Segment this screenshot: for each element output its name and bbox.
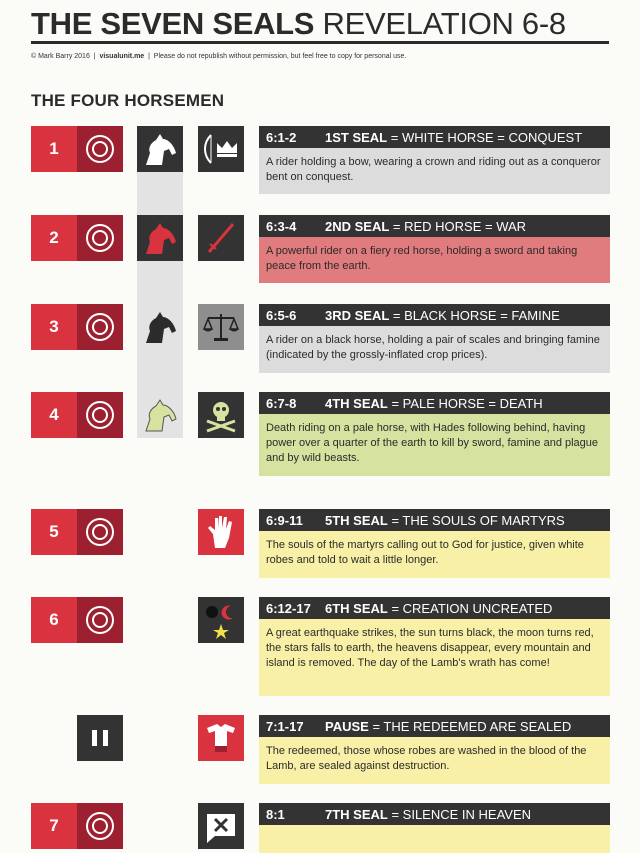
seal-icon — [77, 304, 123, 350]
hand-icon — [198, 509, 244, 555]
seal-card-3: 6:5-6 3RD SEAL = BLACK HORSE = FAMINE A rider on a black horse, holding a pair of scales and bringing famine (indicated by the grossly-inflated crop prices). — [259, 304, 610, 373]
seal-number-3: 3 — [31, 304, 77, 350]
horsemen-connector — [137, 170, 183, 392]
section-title: THE FOUR HORSEMEN — [31, 91, 225, 110]
credit-line: © Mark Barry 2016 | visualunit.me | Please do not republish without permission, but feel free to copy for personal use. — [31, 53, 407, 60]
bow-crown-icon — [198, 126, 244, 172]
silence-icon — [198, 803, 244, 849]
seal-icon — [77, 803, 123, 849]
seal-card-7: 8:1 7TH SEAL = SILENCE IN HEAVEN — [259, 803, 610, 853]
sword-icon — [198, 215, 244, 261]
seal-card-1: 6:1-2 1ST SEAL = WHITE HORSE = CONQUEST A rider holding a bow, wearing a crown and riding out as a conqueror bent on conquest. — [259, 126, 610, 194]
seal-card-2: 6:3-4 2ND SEAL = RED HORSE = WAR A powerful rider on a fiery red horse, holding a sword and taking peace from the earth. — [259, 215, 610, 283]
page-title: THE SEVEN SEALS REVELATION 6-8 — [31, 6, 566, 41]
seal-card-5: 6:9-11 5TH SEAL = THE SOULS OF MARTYRS The souls of the martyrs calling out to God for justice, given white robes and told to wait a little longer. — [259, 509, 610, 578]
seal-number-6: 6 — [31, 597, 77, 643]
seal-number-4: 4 — [31, 392, 77, 438]
pause-card: 7:1-17 PAUSE = THE REDEEMED ARE SEALED The redeemed, those whose robes are washed in the blood of the Lamb, are sealed against destruction. — [259, 715, 610, 784]
seal-icon — [77, 215, 123, 261]
seal-icon — [77, 392, 123, 438]
sun-moon-star-icon — [198, 597, 244, 643]
pale-horse-icon — [137, 392, 183, 438]
seal-card-4: 6:7-8 4TH SEAL = PALE HORSE = DEATH Death riding on a pale horse, with Hades following behind, having power over a quarter of the earth to kill by sword, famine and plague and by wild beasts. — [259, 392, 610, 476]
seal-icon — [77, 597, 123, 643]
red-horse-icon — [137, 215, 183, 261]
black-horse-icon — [137, 304, 183, 350]
robe-icon — [198, 715, 244, 761]
skull-crossbones-icon — [198, 392, 244, 438]
seal-card-6: 6:12-17 6TH SEAL = CREATION UNCREATED A great earthquake strikes, the sun turns black, the moon turns red, the stars falls to earth, the heavens disappear, every mountain and island is removed. The day of the Lamb's wrath has come! — [259, 597, 610, 696]
scales-icon — [198, 304, 244, 350]
seal-number-1: 1 — [31, 126, 77, 172]
seal-icon — [77, 509, 123, 555]
seal-number-7: 7 — [31, 803, 77, 849]
pause-icon — [77, 715, 123, 761]
white-horse-icon — [137, 126, 183, 172]
title-rule — [31, 41, 609, 44]
seal-number-2: 2 — [31, 215, 77, 261]
seal-number-5: 5 — [31, 509, 77, 555]
seal-icon — [77, 126, 123, 172]
